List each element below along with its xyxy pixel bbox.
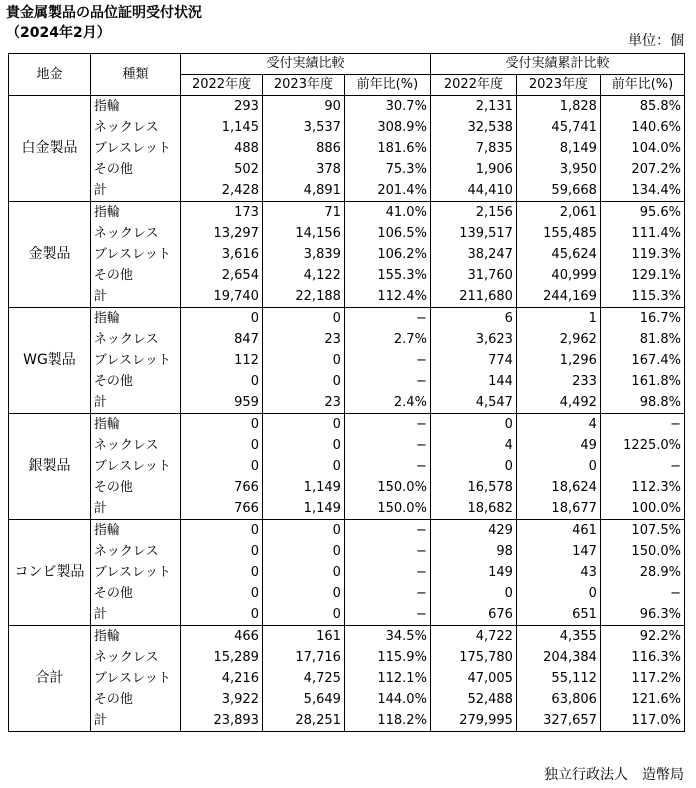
value-cell-myoy: 112.4% <box>344 286 430 308</box>
value-cell-c2023: 55,112 <box>516 668 600 689</box>
kind-cell: その他 <box>90 159 180 180</box>
table-row <box>9 710 685 732</box>
value-cell-m2022: 19,740 <box>181 286 263 308</box>
value-cell-c2022: 429 <box>430 520 516 542</box>
value-cell-m2023: 28,251 <box>262 710 344 732</box>
kind-cell: 指輪 <box>90 626 180 648</box>
kind-cell: ブレスレット <box>90 456 180 477</box>
value-cell-m2022: 466 <box>181 626 263 648</box>
value-cell-c2022: 52,488 <box>430 689 516 710</box>
value-cell-c2022: 175,780 <box>430 647 516 668</box>
value-cell-c2023: 4,492 <box>516 392 600 414</box>
value-cell-m2022: 112 <box>181 350 263 371</box>
value-cell-cyoy: 85.8% <box>600 96 684 118</box>
value-cell-m2022: 4,216 <box>181 668 263 689</box>
value-cell-myoy: 2.4% <box>344 392 430 414</box>
value-cell-m2022: 0 <box>181 604 263 626</box>
kind-cell: ブレスレット <box>90 138 180 159</box>
value-cell-c2022: 139,517 <box>430 223 516 244</box>
value-cell-c2022: 16,578 <box>430 477 516 498</box>
value-cell-c2022: 4,722 <box>430 626 516 648</box>
value-cell-c2022: 0 <box>430 456 516 477</box>
value-cell-c2023: 49 <box>516 435 600 456</box>
value-cell-c2022: 4 <box>430 435 516 456</box>
table-row <box>9 498 685 520</box>
table-row <box>9 604 685 626</box>
value-cell-m2022: 0 <box>181 308 263 330</box>
value-cell-myoy: − <box>344 414 430 436</box>
value-cell-cyoy: − <box>600 583 684 604</box>
value-cell-cyoy: 117.2% <box>600 668 684 689</box>
value-cell-m2022: 488 <box>181 138 263 159</box>
value-cell-myoy: 30.7% <box>344 96 430 118</box>
value-cell-cyoy: − <box>600 456 684 477</box>
value-cell-c2022: 774 <box>430 350 516 371</box>
kind-cell: その他 <box>90 583 180 604</box>
value-cell-c2023: 651 <box>516 604 600 626</box>
table-row <box>9 583 685 604</box>
kind-cell: ネックレス <box>90 541 180 562</box>
table-row <box>9 668 685 689</box>
value-cell-c2022: 211,680 <box>430 286 516 308</box>
kind-cell: 指輪 <box>90 308 180 330</box>
value-cell-c2022: 149 <box>430 562 516 583</box>
value-cell-myoy: − <box>344 562 430 583</box>
value-cell-cyoy: 121.6% <box>600 689 684 710</box>
value-cell-myoy: − <box>344 456 430 477</box>
value-cell-cyoy: 1225.0% <box>600 435 684 456</box>
value-cell-c2023: 18,677 <box>516 498 600 520</box>
value-cell-myoy: − <box>344 604 430 626</box>
kind-cell: 計 <box>90 180 180 202</box>
value-cell-m2023: 4,891 <box>262 180 344 202</box>
value-cell-myoy: − <box>344 541 430 562</box>
table-row <box>9 562 685 583</box>
value-cell-cyoy: 95.6% <box>600 202 684 224</box>
kind-cell: その他 <box>90 689 180 710</box>
value-cell-c2022: 98 <box>430 541 516 562</box>
value-cell-myoy: 118.2% <box>344 710 430 732</box>
header-monthly-2023: 2023年度 <box>262 75 344 96</box>
header-monthly-2022: 2022年度 <box>181 75 263 96</box>
table-row <box>9 117 685 138</box>
value-cell-myoy: − <box>344 350 430 371</box>
value-cell-m2022: 173 <box>181 202 263 224</box>
value-cell-m2023: 886 <box>262 138 344 159</box>
value-cell-cyoy: 116.3% <box>600 647 684 668</box>
value-cell-myoy: − <box>344 371 430 392</box>
table-row <box>9 244 685 265</box>
kind-cell: 計 <box>90 286 180 308</box>
header-kind: 種類 <box>90 54 180 96</box>
value-cell-m2022: 766 <box>181 477 263 498</box>
value-cell-myoy: − <box>344 520 430 542</box>
value-cell-c2023: 45,624 <box>516 244 600 265</box>
value-cell-m2023: 0 <box>262 308 344 330</box>
value-cell-m2023: 0 <box>262 414 344 436</box>
table-row <box>9 414 685 436</box>
value-cell-c2023: 43 <box>516 562 600 583</box>
kind-cell: ブレスレット <box>90 244 180 265</box>
value-cell-m2023: 0 <box>262 604 344 626</box>
group-name: コンビ製品 <box>9 520 91 626</box>
value-cell-c2023: 244,169 <box>516 286 600 308</box>
value-cell-c2022: 3,623 <box>430 329 516 350</box>
kind-cell: その他 <box>90 477 180 498</box>
kind-cell: ネックレス <box>90 329 180 350</box>
value-cell-m2023: 378 <box>262 159 344 180</box>
value-cell-myoy: 155.3% <box>344 265 430 286</box>
value-cell-cyoy: 111.4% <box>600 223 684 244</box>
table-row <box>9 626 685 648</box>
value-cell-myoy: − <box>344 435 430 456</box>
table-row <box>9 329 685 350</box>
value-cell-m2022: 0 <box>181 520 263 542</box>
value-cell-cyoy: 140.6% <box>600 117 684 138</box>
value-cell-m2023: 0 <box>262 520 344 542</box>
header-cumulative-2023: 2023年度 <box>516 75 600 96</box>
value-cell-cyoy: 161.8% <box>600 371 684 392</box>
table-row <box>9 477 685 498</box>
value-cell-m2022: 1,145 <box>181 117 263 138</box>
value-cell-m2023: 4,725 <box>262 668 344 689</box>
value-cell-m2023: 23 <box>262 329 344 350</box>
table-row <box>9 647 685 668</box>
value-cell-myoy: 34.5% <box>344 626 430 648</box>
value-cell-c2022: 38,247 <box>430 244 516 265</box>
value-cell-myoy: 201.4% <box>344 180 430 202</box>
value-cell-m2023: 0 <box>262 583 344 604</box>
value-cell-m2022: 2,428 <box>181 180 263 202</box>
assay-table <box>8 53 685 732</box>
value-cell-c2023: 18,624 <box>516 477 600 498</box>
kind-cell: 指輪 <box>90 96 180 118</box>
value-cell-cyoy: 129.1% <box>600 265 684 286</box>
value-cell-cyoy: 134.4% <box>600 180 684 202</box>
value-cell-c2023: 2,962 <box>516 329 600 350</box>
value-cell-m2022: 3,616 <box>181 244 263 265</box>
value-cell-c2022: 2,156 <box>430 202 516 224</box>
kind-cell: 指輪 <box>90 202 180 224</box>
value-cell-c2022: 0 <box>430 414 516 436</box>
value-cell-c2022: 6 <box>430 308 516 330</box>
value-cell-m2023: 23 <box>262 392 344 414</box>
value-cell-cyoy: 16.7% <box>600 308 684 330</box>
value-cell-m2022: 3,922 <box>181 689 263 710</box>
value-cell-myoy: 144.0% <box>344 689 430 710</box>
value-cell-m2022: 15,289 <box>181 647 263 668</box>
value-cell-c2023: 327,657 <box>516 710 600 732</box>
value-cell-c2023: 4,355 <box>516 626 600 648</box>
value-cell-c2022: 0 <box>430 583 516 604</box>
value-cell-c2023: 2,061 <box>516 202 600 224</box>
table-row <box>9 541 685 562</box>
value-cell-m2023: 90 <box>262 96 344 118</box>
group-name: 合計 <box>9 626 91 732</box>
value-cell-m2023: 0 <box>262 541 344 562</box>
value-cell-cyoy: 119.3% <box>600 244 684 265</box>
value-cell-m2023: 3,537 <box>262 117 344 138</box>
group-name: 白金製品 <box>9 96 91 202</box>
value-cell-cyoy: 96.3% <box>600 604 684 626</box>
header-monthly-yoy: 前年比(%) <box>344 75 430 96</box>
value-cell-myoy: 106.5% <box>344 223 430 244</box>
value-cell-m2023: 14,156 <box>262 223 344 244</box>
table-row <box>9 392 685 414</box>
value-cell-m2022: 0 <box>181 562 263 583</box>
value-cell-c2022: 47,005 <box>430 668 516 689</box>
value-cell-myoy: 115.9% <box>344 647 430 668</box>
value-cell-cyoy: 112.3% <box>600 477 684 498</box>
header-cumulative: 受付実績累計比較 <box>430 54 684 75</box>
table-row <box>9 96 685 118</box>
group-name: 金製品 <box>9 202 91 308</box>
value-cell-m2023: 5,649 <box>262 689 344 710</box>
table-row <box>9 159 685 180</box>
unit-label: 単位：個 <box>628 33 684 49</box>
header-region: 地金 <box>9 54 91 96</box>
value-cell-m2023: 22,188 <box>262 286 344 308</box>
value-cell-myoy: 106.2% <box>344 244 430 265</box>
value-cell-m2022: 847 <box>181 329 263 350</box>
table-row <box>9 180 685 202</box>
value-cell-myoy: − <box>344 308 430 330</box>
value-cell-c2023: 40,999 <box>516 265 600 286</box>
kind-cell: ネックレス <box>90 647 180 668</box>
table-row <box>9 308 685 330</box>
group-name: 銀製品 <box>9 414 91 520</box>
value-cell-cyoy: 98.8% <box>600 392 684 414</box>
value-cell-c2022: 2,131 <box>430 96 516 118</box>
value-cell-c2023: 0 <box>516 583 600 604</box>
value-cell-m2022: 23,893 <box>181 710 263 732</box>
value-cell-myoy: 181.6% <box>344 138 430 159</box>
value-cell-c2022: 32,538 <box>430 117 516 138</box>
value-cell-myoy: 112.1% <box>344 668 430 689</box>
value-cell-c2023: 8,149 <box>516 138 600 159</box>
table-row <box>9 286 685 308</box>
value-cell-cyoy: 167.4% <box>600 350 684 371</box>
value-cell-cyoy: 104.0% <box>600 138 684 159</box>
value-cell-cyoy: 117.0% <box>600 710 684 732</box>
value-cell-c2023: 0 <box>516 456 600 477</box>
value-cell-m2023: 1,149 <box>262 498 344 520</box>
value-cell-c2022: 4,547 <box>430 392 516 414</box>
value-cell-m2022: 959 <box>181 392 263 414</box>
value-cell-cyoy: 81.8% <box>600 329 684 350</box>
value-cell-m2022: 2,654 <box>181 265 263 286</box>
value-cell-m2023: 161 <box>262 626 344 648</box>
value-cell-myoy: 150.0% <box>344 477 430 498</box>
issuer: 独立行政法人 造幣局 <box>544 767 684 783</box>
value-cell-c2022: 676 <box>430 604 516 626</box>
value-cell-c2022: 1,906 <box>430 159 516 180</box>
header-cumulative-yoy: 前年比(%) <box>600 75 684 96</box>
kind-cell: 指輪 <box>90 414 180 436</box>
value-cell-myoy: 308.9% <box>344 117 430 138</box>
value-cell-c2022: 18,682 <box>430 498 516 520</box>
value-cell-m2022: 766 <box>181 498 263 520</box>
table-row <box>9 456 685 477</box>
value-cell-c2022: 144 <box>430 371 516 392</box>
kind-cell: 計 <box>90 392 180 414</box>
table-row <box>9 265 685 286</box>
value-cell-m2023: 71 <box>262 202 344 224</box>
kind-cell: 計 <box>90 710 180 732</box>
value-cell-m2023: 0 <box>262 350 344 371</box>
table-row <box>9 202 685 224</box>
value-cell-m2022: 0 <box>181 414 263 436</box>
value-cell-cyoy: − <box>600 414 684 436</box>
value-cell-c2023: 155,485 <box>516 223 600 244</box>
value-cell-m2023: 0 <box>262 456 344 477</box>
value-cell-cyoy: 28.9% <box>600 562 684 583</box>
value-cell-m2022: 0 <box>181 456 263 477</box>
kind-cell: ネックレス <box>90 117 180 138</box>
table-row <box>9 689 685 710</box>
value-cell-c2022: 7,835 <box>430 138 516 159</box>
value-cell-m2022: 13,297 <box>181 223 263 244</box>
value-cell-m2023: 1,149 <box>262 477 344 498</box>
value-cell-c2023: 63,806 <box>516 689 600 710</box>
value-cell-c2023: 147 <box>516 541 600 562</box>
table-row <box>9 138 685 159</box>
value-cell-m2023: 3,839 <box>262 244 344 265</box>
kind-cell: その他 <box>90 371 180 392</box>
value-cell-c2023: 4 <box>516 414 600 436</box>
value-cell-cyoy: 115.3% <box>600 286 684 308</box>
value-cell-cyoy: 150.0% <box>600 541 684 562</box>
kind-cell: 指輪 <box>90 520 180 542</box>
value-cell-c2022: 31,760 <box>430 265 516 286</box>
report-title: 貴金属製品の品位証明受付状況 <box>6 5 202 21</box>
value-cell-myoy: 150.0% <box>344 498 430 520</box>
value-cell-c2022: 279,995 <box>430 710 516 732</box>
value-cell-m2022: 502 <box>181 159 263 180</box>
value-cell-c2023: 59,668 <box>516 180 600 202</box>
value-cell-cyoy: 107.5% <box>600 520 684 542</box>
value-cell-myoy: − <box>344 583 430 604</box>
value-cell-c2023: 204,384 <box>516 647 600 668</box>
value-cell-c2023: 1,828 <box>516 96 600 118</box>
value-cell-m2022: 0 <box>181 541 263 562</box>
kind-cell: ブレスレット <box>90 562 180 583</box>
table-row <box>9 223 685 244</box>
value-cell-c2023: 233 <box>516 371 600 392</box>
value-cell-c2023: 1,296 <box>516 350 600 371</box>
value-cell-c2023: 461 <box>516 520 600 542</box>
report-period: （2024年2月） <box>6 25 111 41</box>
value-cell-cyoy: 100.0% <box>600 498 684 520</box>
value-cell-myoy: 2.7% <box>344 329 430 350</box>
table-row <box>9 350 685 371</box>
table-row <box>9 371 685 392</box>
header-cumulative-2022: 2022年度 <box>430 75 516 96</box>
value-cell-m2023: 0 <box>262 435 344 456</box>
value-cell-cyoy: 92.2% <box>600 626 684 648</box>
table-body <box>9 96 685 732</box>
value-cell-c2023: 1 <box>516 308 600 330</box>
value-cell-m2022: 293 <box>181 96 263 118</box>
value-cell-c2022: 44,410 <box>430 180 516 202</box>
kind-cell: ブレスレット <box>90 668 180 689</box>
value-cell-myoy: 75.3% <box>344 159 430 180</box>
header-monthly: 受付実績比較 <box>181 54 431 75</box>
kind-cell: その他 <box>90 265 180 286</box>
value-cell-c2023: 3,950 <box>516 159 600 180</box>
kind-cell: 計 <box>90 604 180 626</box>
value-cell-m2023: 17,716 <box>262 647 344 668</box>
kind-cell: ネックレス <box>90 435 180 456</box>
value-cell-myoy: 41.0% <box>344 202 430 224</box>
value-cell-m2023: 0 <box>262 371 344 392</box>
value-cell-m2022: 0 <box>181 583 263 604</box>
value-cell-cyoy: 207.2% <box>600 159 684 180</box>
table-row <box>9 435 685 456</box>
value-cell-m2023: 0 <box>262 562 344 583</box>
kind-cell: ネックレス <box>90 223 180 244</box>
value-cell-m2022: 0 <box>181 435 263 456</box>
kind-cell: 計 <box>90 498 180 520</box>
table-row <box>9 520 685 542</box>
kind-cell: ブレスレット <box>90 350 180 371</box>
value-cell-m2023: 4,122 <box>262 265 344 286</box>
value-cell-c2023: 45,741 <box>516 117 600 138</box>
group-name: WG製品 <box>9 308 91 414</box>
value-cell-m2022: 0 <box>181 371 263 392</box>
